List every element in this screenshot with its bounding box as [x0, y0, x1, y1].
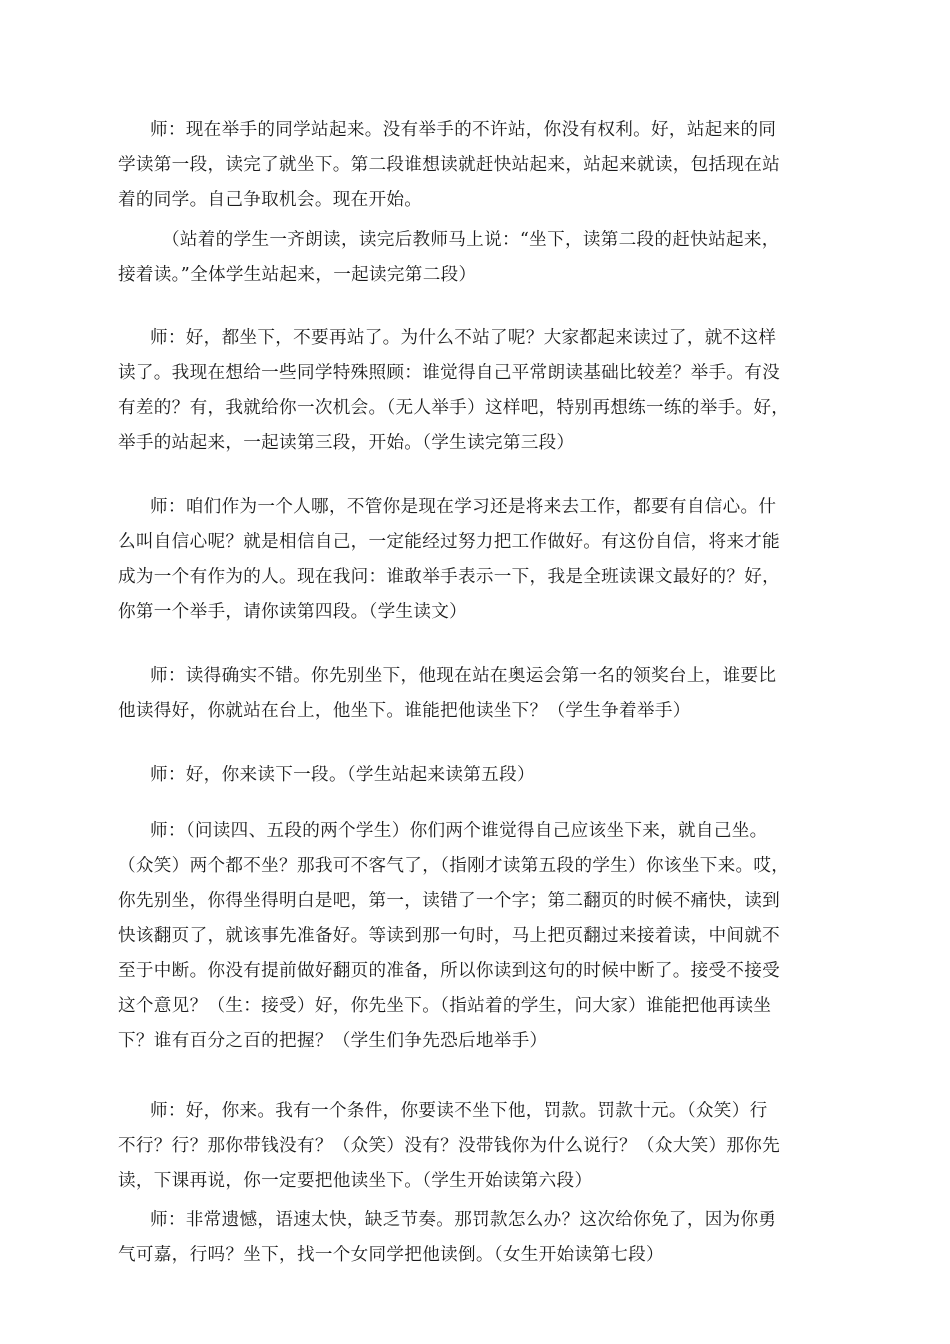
paragraph-line: 至于中断。你没有提前做好翻页的准备，所以你读到这句的时候中断了。接受不接受	[118, 961, 781, 981]
paragraph-7	[118, 814, 834, 1059]
paragraph-line: （站着的学生一齐朗读，读完后教师马上说：“坐下，读第二段的赶快站起来，	[162, 230, 780, 250]
paragraph-8	[118, 1094, 834, 1199]
paragraph-line: 接着读。”全体学生站起来，一起读完第二段）	[118, 265, 477, 285]
paragraph-3	[118, 321, 834, 461]
paragraph-line: 师：好，你来读下一段。（学生站起来读第五段）	[150, 765, 535, 785]
paragraph-line: 师：读得确实不错。你先别坐下，他现在站在奥运会第一名的领奖台上，谁要比	[150, 666, 777, 686]
paragraph-line: 师：现在举手的同学站起来。没有举手的不许站，你没有权利。好，站起来的同	[150, 120, 777, 140]
paragraph-1	[118, 113, 834, 218]
paragraph-line: 你先别坐，你得坐得明白是吧，第一，读错了一个字；第二翻页的时候不痛快，读到	[118, 891, 781, 911]
paragraph-2	[118, 223, 834, 293]
paragraph-line: 么叫自信心呢？就是相信自己，一定能经过努力把工作做好。有这份自信，将来才能	[118, 532, 781, 552]
paragraph-line: 学读第一段，读完了就坐下。第二段谁想读就赶快站起来，站起来就读，包括现在站	[118, 155, 781, 175]
paragraph-line: 下？谁有百分之百的把握？（学生们争先恐后地举手）	[118, 1031, 548, 1051]
paragraph-line: 师：好，都坐下，不要再站了。为什么不站了呢？大家都起来读过了，就不这样	[150, 328, 777, 348]
paragraph-line: 师：非常遗憾，语速太快，缺乏节奏。那罚款怎么办？这次给你免了，因为你勇	[150, 1210, 777, 1230]
paragraph-line: 读，下课再说，你一定要把他读坐下。（学生开始读第六段）	[118, 1171, 593, 1191]
paragraph-line: 读了。我现在想给一些同学特殊照顾：谁觉得自己平常朗读基础比较差？举手。有没	[118, 363, 781, 383]
paragraph-line: 快该翻页了，就该事先准备好。等读到那一句时，马上把页翻过来接着读，中间就不	[118, 926, 781, 946]
paragraph-5	[118, 659, 834, 729]
paragraph-line: 举手的站起来，一起读第三段，开始。（学生读完第三段）	[118, 433, 575, 453]
paragraph-6	[118, 758, 834, 793]
paragraph-line: （众笑）两个都不坐？那我可不客气了，（指刚才读第五段的学生）你该坐下来。哎，	[118, 856, 790, 876]
paragraph-line: 你第一个举手，请你读第四段。（学生读文）	[118, 602, 468, 622]
paragraph-4	[118, 490, 834, 630]
paragraph-line: 师：好，你来。我有一个条件，你要读不坐下他，罚款。罚款十元。（众笑）行	[150, 1101, 768, 1121]
paragraph-9	[118, 1203, 834, 1273]
paragraph-line: 师：（问读四、五段的两个学生）你们两个谁觉得自己应该坐下来，就自己坐。	[150, 821, 768, 841]
paragraph-line: 师：咱们作为一个人哪，不管你是现在学习还是将来去工作，都要有自信心。什	[150, 497, 777, 517]
paragraph-line: 气可嘉，行吗？坐下，找一个女同学把他读倒。（女生开始读第七段）	[118, 1245, 664, 1265]
paragraph-line: 不行？行？那你带钱没有？（众笑）没有？没带钱你为什么说行？（众大笑）那你先	[118, 1136, 781, 1156]
paragraph-line: 成为一个有作为的人。现在我问：谁敢举手表示一下，我是全班读课文最好的？好，	[118, 567, 781, 587]
paragraph-line: 他读得好，你就站在台上，他坐下。谁能把他读坐下？（学生争着举手）	[118, 701, 691, 721]
paragraph-line: 有差的？有，我就给你一次机会。（无人举手）这样吧，特别再想练一练的举手。好，	[118, 398, 790, 418]
paragraph-line: 着的同学。自己争取机会。现在开始。	[118, 190, 423, 210]
paragraph-line: 这个意见？（生：接受）好，你先坐下。（指站着的学生，问大家）谁能把他再读坐	[118, 996, 772, 1016]
